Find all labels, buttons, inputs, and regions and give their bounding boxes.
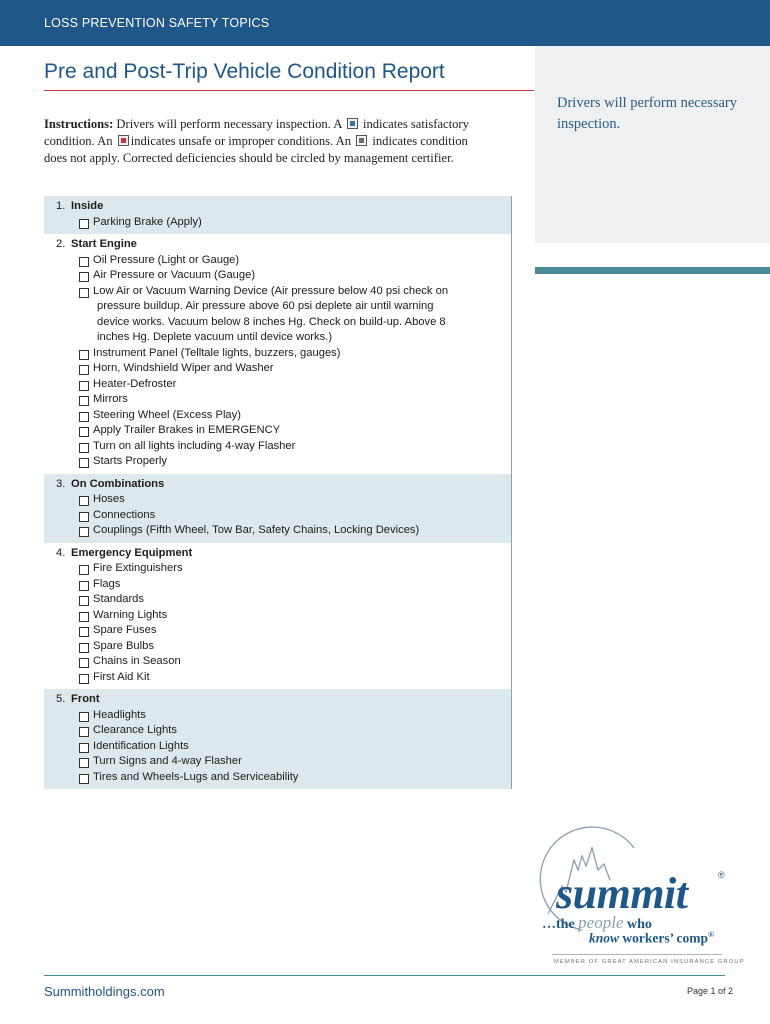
item-checkbox[interactable] xyxy=(79,565,89,575)
item-label: Turn Signs and 4-way Flasher xyxy=(93,755,242,767)
checklist-item xyxy=(44,439,511,455)
satisfactory-checkbox-icon xyxy=(347,118,358,129)
item-label: Parking Brake (Apply) xyxy=(93,215,202,228)
item-label: Spare Bulbs xyxy=(93,639,154,652)
sidebar-quote: Drivers will perform necessary inspection. xyxy=(557,95,737,132)
item-label: Chains in Season xyxy=(93,655,181,667)
checklist-section xyxy=(44,234,511,474)
item-checkbox[interactable] xyxy=(79,643,89,653)
header-bar xyxy=(0,0,770,46)
item-checkbox[interactable] xyxy=(79,219,89,229)
item-label: Flags xyxy=(93,577,121,590)
instructions-text-3: indicates unsafe or improper conditions. An xyxy=(130,134,355,148)
item-label: Apply Trailer Brakes in EMERGENCY xyxy=(93,424,281,436)
item-checkbox[interactable] xyxy=(79,774,89,784)
checklist-item xyxy=(44,770,511,786)
item-checkbox[interactable] xyxy=(79,658,89,668)
checklist-item xyxy=(44,523,511,539)
tagline-registered-mark: ® xyxy=(708,930,714,939)
checklist-item xyxy=(44,215,511,231)
item-label-continuation: inches Hg. Deplete vacuum until device works.) xyxy=(97,331,333,343)
tagline-prefix: …the xyxy=(542,917,575,932)
page-title: Pre and Post-Trip Vehicle Condition Report xyxy=(44,60,445,83)
section-title: Emergency Equipment xyxy=(71,546,193,559)
checklist-item xyxy=(44,592,511,608)
section-number: 5. xyxy=(56,693,66,705)
item-label: Turn on all lights including 4-way Flasher xyxy=(93,439,296,452)
item-label: Fire Extinguishers xyxy=(93,562,183,574)
checklist-item xyxy=(44,408,511,424)
item-label: Connections xyxy=(93,508,156,521)
item-label: Air Pressure or Vacuum (Gauge) xyxy=(93,269,256,281)
tagline-know: know xyxy=(589,930,620,946)
item-label: Steering Wheel (Excess Play) xyxy=(93,408,241,421)
instructions-lead: Instructions: xyxy=(44,117,114,131)
item-checkbox[interactable] xyxy=(79,581,89,591)
item-checkbox[interactable] xyxy=(79,674,89,684)
member-statement: MEMBER OF GREAT AMERICAN INSURANCE GROUP xyxy=(554,959,745,965)
checklist-section xyxy=(44,474,511,543)
footer-website-link[interactable]: Summitholdings.com xyxy=(44,984,165,999)
item-checkbox[interactable] xyxy=(79,758,89,768)
checklist-item xyxy=(44,377,511,393)
section-heading xyxy=(44,237,511,253)
checklist-item xyxy=(44,392,511,408)
page-number: Page 1 of 2 xyxy=(687,986,734,996)
checklist-item xyxy=(44,361,511,377)
item-label: Low Air or Vacuum Warning Device (Air pressure below 40 psi check on xyxy=(93,284,449,297)
item-label: Couplings (Fifth Wheel, Tow Bar, Safety Chains, Locking Devices) xyxy=(93,524,420,536)
instructions-text-1: Drivers will perform necessary inspection. A xyxy=(113,117,345,131)
item-checkbox[interactable] xyxy=(79,458,89,468)
section-heading xyxy=(44,692,511,708)
item-checkbox[interactable] xyxy=(79,512,89,522)
checklist-item xyxy=(44,253,511,269)
item-checkbox[interactable] xyxy=(79,743,89,753)
footer-divider xyxy=(44,975,725,976)
checklist-item xyxy=(44,623,511,639)
checklist-item xyxy=(44,708,511,724)
item-checkbox[interactable] xyxy=(79,627,89,637)
item-checkbox[interactable] xyxy=(79,365,89,375)
item-checkbox[interactable] xyxy=(79,427,89,437)
checklist-section xyxy=(44,689,511,789)
checklist-item xyxy=(44,608,511,624)
item-checkbox[interactable] xyxy=(79,712,89,722)
item-label: Heater-Defroster xyxy=(93,377,177,390)
instructions-text-2: indicates satisfactory condition. An xyxy=(44,117,469,148)
checklist-item xyxy=(44,723,511,739)
checklist-item xyxy=(44,561,511,577)
checklist-item xyxy=(44,492,511,508)
item-checkbox[interactable] xyxy=(79,257,89,267)
unsafe-checkbox-icon xyxy=(118,135,129,146)
section-number: 2. xyxy=(56,238,66,250)
inspection-checklist xyxy=(44,196,512,789)
registered-mark: ® xyxy=(718,870,725,880)
item-label: Starts Properly xyxy=(93,455,167,467)
item-checkbox[interactable] xyxy=(79,350,89,360)
title-divider xyxy=(44,90,534,91)
item-checkbox[interactable] xyxy=(79,272,89,282)
item-checkbox[interactable] xyxy=(79,443,89,453)
item-label: Standards xyxy=(93,593,144,605)
item-label: Warning Lights xyxy=(93,608,168,621)
checklist-item xyxy=(44,268,511,284)
checklist-item xyxy=(44,508,511,524)
instructions-paragraph xyxy=(44,116,494,167)
item-label: Spare Fuses xyxy=(93,624,157,636)
section-heading xyxy=(44,199,511,215)
checklist-item xyxy=(44,577,511,593)
sidebar-accent-bar xyxy=(535,267,770,274)
section-title: Front xyxy=(71,693,100,705)
tagline-who: who xyxy=(627,917,652,932)
section-heading xyxy=(44,546,511,562)
item-label: Identification Lights xyxy=(93,739,189,752)
section-title: Start Engine xyxy=(71,238,137,250)
checklist-item xyxy=(44,423,511,439)
section-title: On Combinations xyxy=(71,477,165,490)
checklist-item xyxy=(44,346,511,362)
section-number: 3. xyxy=(56,477,66,490)
checklist-item xyxy=(44,639,511,655)
checklist-item xyxy=(44,284,511,346)
item-checkbox[interactable] xyxy=(79,396,89,406)
item-label: Mirrors xyxy=(93,393,128,405)
item-checkbox[interactable] xyxy=(79,527,89,537)
item-label-continuation: pressure buildup. Air pressure above 60 psi deplete air until warning xyxy=(97,300,434,312)
checklist-item xyxy=(44,654,511,670)
section-heading xyxy=(44,477,511,493)
sidebar-panel xyxy=(535,46,770,243)
item-label: Oil Pressure (Light or Gauge) xyxy=(93,253,240,266)
item-checkbox[interactable] xyxy=(79,412,89,422)
item-checkbox[interactable] xyxy=(79,496,89,506)
item-label: Tires and Wheels-Lugs and Serviceability xyxy=(93,770,299,783)
item-checkbox[interactable] xyxy=(79,596,89,606)
checklist-section xyxy=(44,543,511,690)
summit-wordmark: summit xyxy=(556,869,688,918)
not-applicable-checkbox-icon xyxy=(356,135,367,146)
topic-label: LOSS PREVENTION SAFETY TOPICS xyxy=(44,16,270,30)
item-label: Instrument Panel (Telltale lights, buzzers, gauges) xyxy=(93,346,341,359)
section-number: 1. xyxy=(56,200,66,212)
section-title: Inside xyxy=(71,200,104,212)
logo-divider xyxy=(552,954,722,955)
section-number: 4. xyxy=(56,546,66,559)
item-checkbox[interactable] xyxy=(79,288,89,298)
checklist-item xyxy=(44,754,511,770)
checklist-item xyxy=(44,739,511,755)
tagline-workers-comp: workers’ comp xyxy=(622,930,708,946)
tagline-people: people xyxy=(578,913,624,932)
item-label: Clearance Lights xyxy=(93,724,177,736)
item-label: Horn, Windshield Wiper and Washer xyxy=(93,362,274,374)
item-checkbox[interactable] xyxy=(79,727,89,737)
item-label: First Aid Kit xyxy=(93,670,150,683)
checklist-item xyxy=(44,670,511,686)
checklist-item xyxy=(44,454,511,470)
item-checkbox[interactable] xyxy=(79,381,89,391)
item-label: Headlights xyxy=(93,708,146,721)
item-label-continuation: device works. Vacuum below 8 inches Hg. Check on build-up. Above 8 xyxy=(97,315,446,328)
item-label: Hoses xyxy=(93,493,125,505)
logo-tagline-line2 xyxy=(589,930,714,947)
checklist-section xyxy=(44,196,511,234)
item-checkbox[interactable] xyxy=(79,612,89,622)
instructions-text-4: indicates condition does not apply. Corrected deficiencies should be circled by management certifier. xyxy=(44,134,468,165)
